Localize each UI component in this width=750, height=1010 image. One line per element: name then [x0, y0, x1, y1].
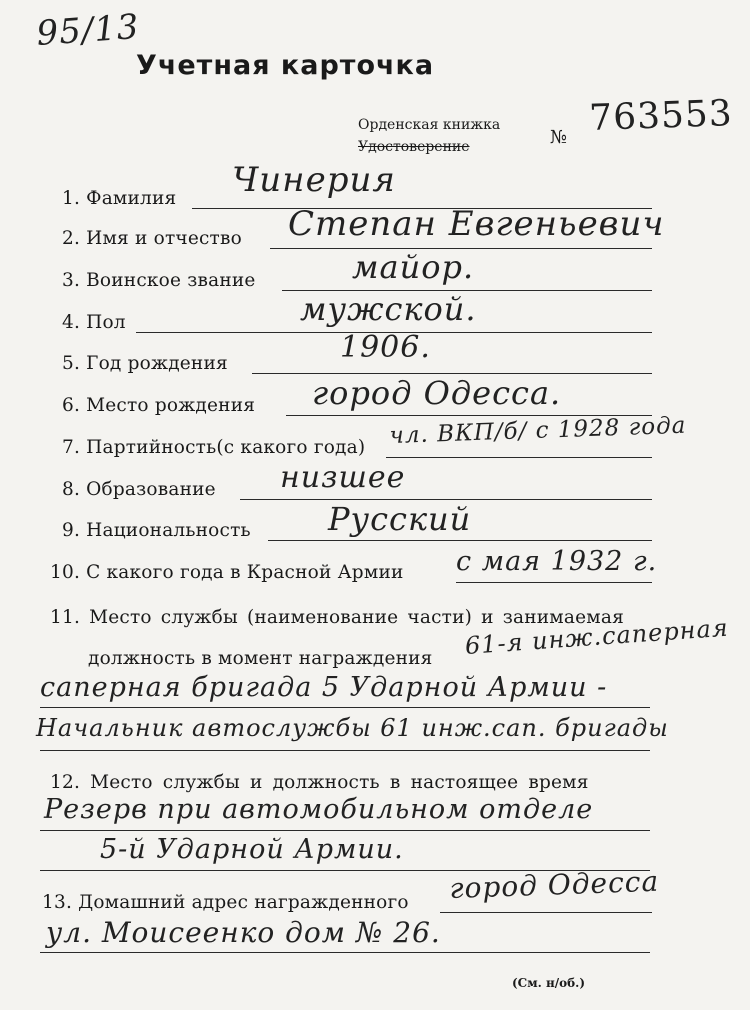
label-name: 2. Имя и отчество	[62, 228, 242, 249]
value-nationality: Русский	[328, 500, 472, 538]
value-address-line2: ул. Моисеенко дом № 26.	[46, 916, 441, 949]
value-birthplace: город Одесса.	[312, 374, 562, 412]
line-party	[386, 457, 652, 458]
line-service-1	[40, 707, 650, 708]
label-home-address: 13. Домашний адрес награжденного	[42, 892, 409, 913]
value-gender: мужской.	[300, 290, 477, 328]
label-birthplace: 6. Место рождения	[62, 395, 256, 416]
doc-type-certificate: Удостоверение	[358, 139, 470, 155]
value-rank: майор.	[352, 248, 475, 286]
label-education: 8. Образование	[62, 479, 216, 500]
value-birth-year: 1906.	[340, 330, 431, 365]
value-address-line1: город Одесса	[448, 864, 660, 905]
doc-type-order-book: Орденская книжка	[358, 117, 501, 133]
label-rank: 3. Воинское звание	[62, 270, 256, 291]
line-army-since	[456, 582, 652, 583]
label-party: 7. Партийность(с какого года)	[62, 437, 366, 458]
line-nationality	[268, 540, 652, 541]
value-service-line3: Начальник автослужбы 61 инж.сап. бригады	[36, 714, 669, 742]
label-surname: 1. Фамилия	[62, 188, 177, 209]
label-army-since: 10. С какого года в Красной Армии	[50, 562, 404, 583]
value-army-since: с мая 1932 г.	[456, 546, 658, 577]
doc-number: 763553	[588, 93, 734, 139]
line-address-2	[40, 952, 650, 953]
label-birth-year: 5. Год рождения	[62, 353, 228, 374]
value-current-line1: Резерв при автомобильном отделе	[44, 794, 594, 825]
value-current-line2: 5-й Ударной Армии.	[100, 834, 404, 865]
page-title: Учетная карточка	[136, 50, 435, 81]
label-gender: 4. Пол	[62, 312, 126, 333]
label-current-service: 12. Место службы и должность в настоящее время	[50, 772, 589, 793]
label-service-place-line1: 11. Место службы (наименование части) и занимаемая	[50, 607, 624, 628]
value-education: низшее	[280, 460, 406, 495]
number-sign: №	[550, 127, 568, 148]
line-service-2	[40, 750, 650, 751]
archive-number: 95/13	[35, 6, 141, 54]
value-name: Степан Евгеньевич	[288, 204, 665, 244]
see-reverse-note: (См. н/об.)	[512, 976, 586, 990]
value-surname: Чинерия	[232, 160, 396, 200]
label-nationality: 9. Национальность	[62, 520, 251, 541]
line-address-1	[440, 912, 652, 913]
label-service-place-line2: должность в момент награждения	[88, 648, 433, 669]
value-service-line2: саперная бригада 5 Ударной Армии -	[40, 672, 608, 703]
line-current-1	[40, 830, 650, 831]
value-service-line1: 61-я инж.саперная	[464, 613, 730, 660]
value-party: чл. ВКП/б/ с 1928 года	[389, 412, 687, 449]
